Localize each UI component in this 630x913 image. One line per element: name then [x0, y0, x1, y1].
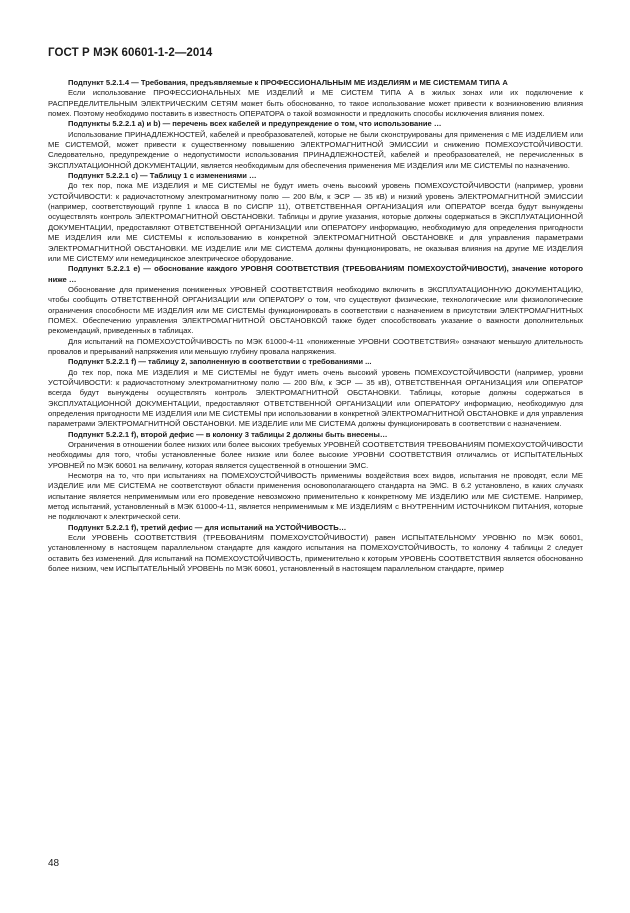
paragraph: До тех пор, пока МЕ ИЗДЕЛИЯ и МЕ СИСТЕМЫ не будут иметь очень высокий уровень ПОМЕХОУСТОЙЧИВОСТИ (например, уровни УСТОЙЧИВОСТИ: к радиочастотному электромагнитному полю — 200 В/м, к ЭСР — 35 кВ) и низкий уровень ЭЛЕКТРОМАГНИТНОЙ ЭМИССИИ (например, соответствующий группе 1 класса В по СИСПР 11), ОТВЕТСТВЕННАЯ ОРГАНИЗАЦИЯ или ОПЕРАТОР всегда будут вынуждены осуществлять контроль ЭЛЕКТРОМАГНИТНОЙ ОБСТАНОВКИ. Таблицы и другие указания, которые должны содержаться в ЭКСПЛУАТАЦИОННОЙ ДОКУМЕНТАЦИИ, предоставляют ОТВЕТСТВЕННОЙ ОРГАНИЗАЦИИ или ОПЕРАТОРУ информацию, необходимую для определения пригодности МЕ ИЗДЕЛИЯ или МЕ СИСТЕМЫ к использованию в конкретной ЭЛЕКТРОМАГНИТНОЙ ОБСТАНОВКЕ и для управления параметрами ЭЛЕКТРОМАГНИТНОЙ ОБСТАНОВКИ. МЕ ИЗДЕЛИЕ или МЕ СИСТЕМА должны функционировать, не оказывая влияния на другие МЕ ИЗДЕЛИЯ или МЕ СИСТЕМУ или немедицинское электрическое оборудование.	[48, 181, 583, 263]
document-header: ГОСТ Р МЭК 60601-1-2—2014	[48, 47, 213, 59]
paragraph-heading: Подпункт 5.2.2.1 c) — Таблицу 1 с изменениями …	[68, 171, 257, 181]
paragraph: Несмотря на то, что при испытаниях на ПОМЕХОУСТОЙЧИВОСТЬ применимы воздействия всех видов, испытания не проводят, если МЕ ИЗДЕЛИЕ или МЕ СИСТЕМА не соответствуют области применения основополагающего стандарта на ЭМС. В 6.2 установлено, в каких случаях испытание является неприменимым или его проведение невозможно применительно к конкретному МЕ ИЗДЕЛИЮ или МЕ СИСТЕМЕ. Например, метод испытаний, установленный в МЭК 61000-4-11, является неприменимым к МЕ ИЗДЕЛИЯМ с ВНУТРЕННИМ ИСТОЧНИКОМ ПИТАНИЯ, которые не подключают к электрической сети.	[48, 471, 583, 522]
paragraph: Ограничения в отношении более низких или более высоких требуемых УРОВНЕЙ СООТВЕТСТВИЯ ТРЕБОВАНИЯМ ПОМЕХОУСТОЙЧИВОСТИ необходимы для того, чтобы установленные более низкие или более высокие УРОВНИ СООТВЕТСТВИЯ отличались от ИСПЫТАТЕЛЬНЫХ УРОВНЕЙ по МЭК 60601 на величину, которая является существенной в отношении ЭМС.	[48, 440, 583, 470]
paragraph: Обоснование для применения пониженных УРОВНЕЙ СООТВЕТСТВИЯ необходимо включить в ЭКСПЛУАТАЦИОННУЮ ДОКУМЕНТАЦИЮ, чтобы сообщить ОТВЕТСТВЕННОЙ ОРГАНИЗАЦИИ или ОПЕРАТОРУ о том, что существуют физические, технологические или физиологические ограничения способности МЕ ИЗДЕЛИЯ или МЕ СИСТЕМЫ функционировать в соответствии с назначением в присутствии ЭЛЕКТРОМАГНИТНЫХ ПОМЕХ. Обеспечению управления ЭЛЕКТРОМАГНИТНОЙ ОБСТАНОВКОЙ также будет способствовать указание о важности дополнительных рекомендаций, приведенных в таблицах.	[48, 284, 583, 336]
paragraph-heading: Подпункт 5.2.2.1 f), третий дефис — для испытаний на УСТОЙЧИВОСТЬ…	[68, 522, 347, 532]
paragraph: Если использование ПРОФЕССИОНАЛЬНЫХ МЕ ИЗДЕЛИЙ и МЕ СИСТЕМ ТИПА А в жилых зонах или их подключение к РАСПРЕДЕЛИТЕЛЬНЫМ ЭЛЕКТРИЧЕСКИМ СЕТЯМ может быть обоснованно, то такое использование может привести к возникновению влияния помех. Поэтому необходимо поставить в известность ОПЕРАТОРА о такой возможности и предложить способы исключения влияния помех.	[48, 88, 583, 119]
paragraph: Если УРОВЕНЬ СООТВЕТСТВИЯ (ТРЕБОВАНИЯМ ПОМЕХОУСТОЙЧИВОСТИ) равен ИСПЫТАТЕЛЬНОМУ УРОВНЮ по МЭК 60601, установленному в настоящем параллельном стандарте для каждого испытания на ПОМЕХОУСТОЙЧИВОСТЬ, то колонку 4 таблицы 2 следует оставить без изменений. Для испытаний на ПОМЕХОУСТОЙЧИВОСТЬ, применительно к которым УРОВЕНЬ СООТВЕТСТВИЯ является обоснованно более низким, чем ИСПЫТАТЕЛЬНЫЙ УРОВЕНЬ по МЭК 60601, установленный в настоящем параллельном стандарте, пример	[48, 533, 583, 574]
paragraph-heading: Подпункты 5.2.2.1 a) и b) — перечень всех кабелей и предупреждение о том, что использование …	[68, 119, 442, 129]
paragraph: Для испытаний на ПОМЕХОУСТОЙЧИВОСТЬ по МЭК 61000-4-11 «пониженные УРОВНИ СООТВЕТСТВИЯ» означают меньшую длительность провалов и прерываний напряжения или меньшую глубину провала напряжения.	[48, 336, 583, 356]
paragraph-heading: Подпункт 5.2.1.4 — Требования, предъявляемые к ПРОФЕССИОНАЛЬНЫМ МЕ ИЗДЕЛИЯМ и МЕ СИСТЕМАМ ТИПА А	[68, 78, 508, 87]
paragraph: Использование ПРИНАДЛЕЖНОСТЕЙ, кабелей и преобразователей, которые не были сконструированы для применения с МЕ ИЗДЕЛИЕМ или МЕ СИСТЕМОЙ, может привести к существенному повышению ЭЛЕКТРОМАГНИТНОЙ ЭМИССИИ и снижению ПОМЕХОУСТОЙЧИВОСТИ. Следовательно, предупреждение о недопустимости использования ПРИНАДЛЕЖНОСТЕЙ, кабелей и преобразователей, не перечисленных в ЭКСПЛУАТАЦИОННОЙ ДОКУМЕНТАЦИИ, является необходимым для обеспечения применения МЕ ИЗДЕЛИЯ или МЕ СИСТЕМЫ по назначению.	[48, 129, 583, 170]
paragraph-heading: Подпункт 5.2.2.1 e) — обоснование каждого УРОВНЯ СООТВЕТСТВИЯ (ТРЕБОВАНИЯМ ПОМЕХОУСТОЙЧИВОСТИ), значение которого ниже …	[48, 264, 583, 284]
page-number: 48	[48, 858, 60, 869]
paragraph: До тех пор, пока МЕ ИЗДЕЛИЯ и МЕ СИСТЕМЫ не будут иметь очень высокий уровень ПОМЕХОУСТОЙЧИВОСТИ (например, уровни УСТОЙЧИВОСТИ: к радиочастотному электромагнитному полю — 200 В/м, к ЭСР — 35 кВ), ОТВЕТСТВЕННАЯ ОРГАНИЗАЦИЯ или ОПЕРАТОР всегда будут вынуждены осуществлять контроль ЭЛЕКТРОМАГНИТНОЙ ОБСТАНОВКИ. Таблицы, которые должны содержаться в ЭКСПЛУАТАЦИОННОЙ ДОКУМЕНТАЦИИ, предоставляют ОТВЕТСТВЕННОЙ ОРГАНИЗАЦИИ или ОПЕРАТОРУ информацию, необходимую для определения пригодности МЕ ИЗДЕЛИЯ или МЕ СИСТЕМЫ при использовании в конкретной ЭЛЕКТРОМАГНИТНОЙ ОБСТАНОВКЕ и для управления параметрами ЭЛЕКТРОМАГНИТНОЙ ОБСТАНОВКИ. МЕ ИЗДЕЛИЕ или МЕ СИСТЕМА должны функционировать в соответствии с назначением.	[48, 367, 583, 429]
paragraph-heading: Подпункт 5.2.2.1 f), второй дефис — в колонку 3 таблицы 2 должны быть внесены…	[68, 429, 388, 439]
document-body	[48, 78, 583, 575]
paragraph-heading: Подпункт 5.2.2.1 f) — таблицу 2, заполненную в соответствии с требованиями ...	[68, 357, 372, 367]
